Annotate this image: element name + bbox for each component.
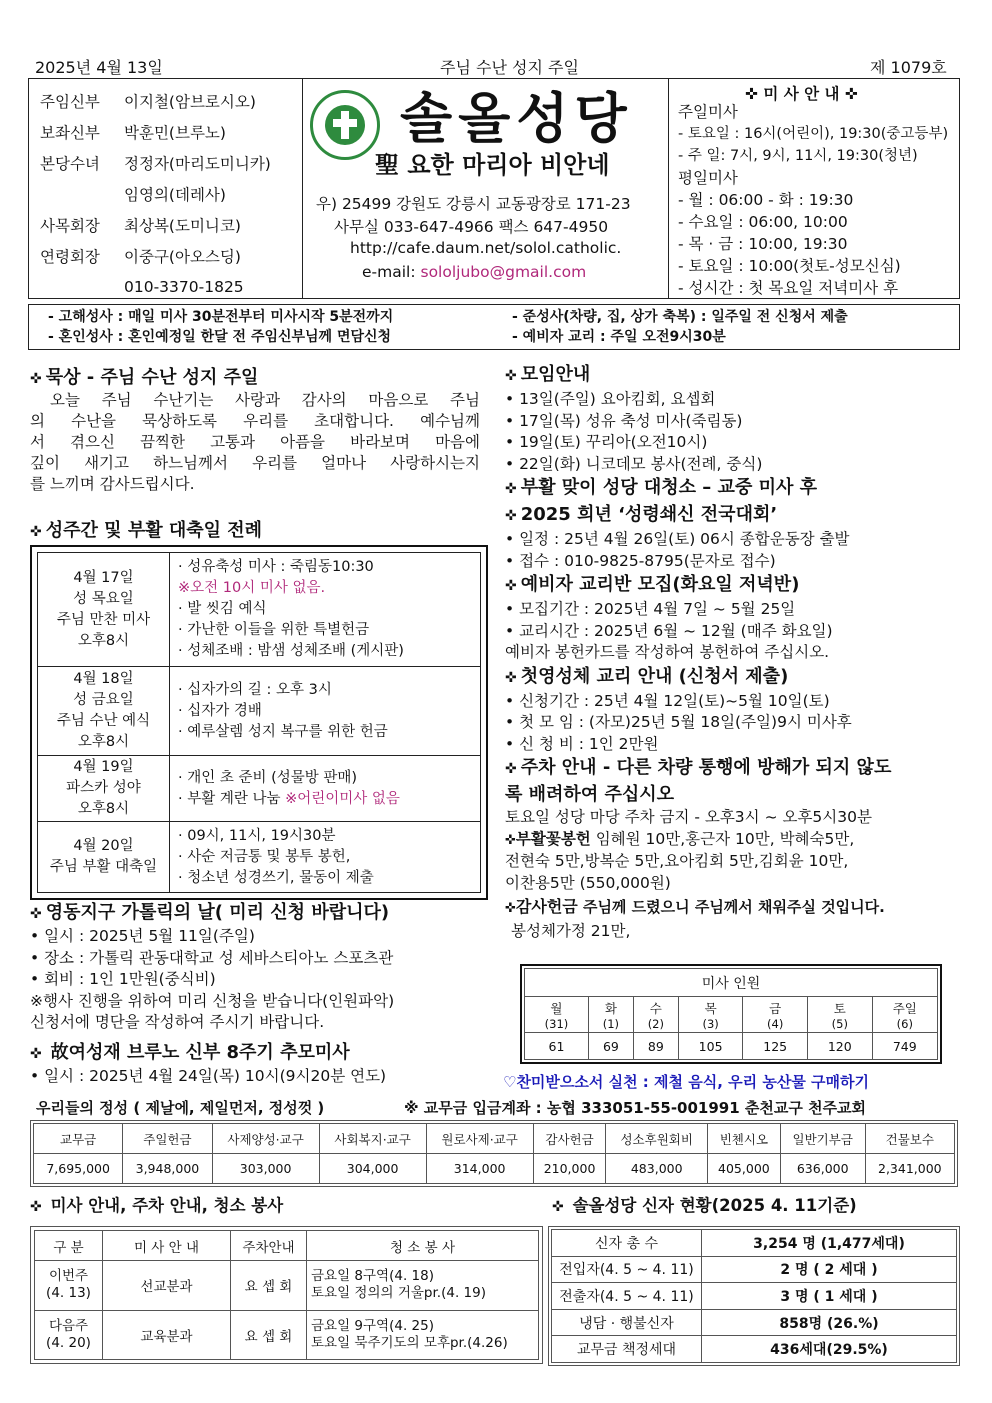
attendance-day: 월 (31) bbox=[525, 997, 589, 1033]
service-parking: 요 셉 회 bbox=[231, 1261, 307, 1311]
offering-header: 교무금 bbox=[34, 1124, 123, 1154]
offering-value: 7,695,000 bbox=[34, 1154, 123, 1184]
meditation-line: 의 수난을 묵상하도록 우리를 초대합니다. 예수님께 bbox=[30, 412, 480, 430]
stats-label: 냉담 · 행불신자 bbox=[552, 1309, 702, 1336]
meeting-item: • 22일(화) 니코데모 봉사(전례, 중식) bbox=[505, 454, 763, 473]
offering-value: 210,000 bbox=[533, 1154, 606, 1184]
staff-role: 본당수녀 bbox=[40, 154, 100, 173]
staff-name: 이중구(아오스딩) bbox=[124, 247, 241, 266]
offering-value: 2,341,000 bbox=[865, 1154, 954, 1184]
mass-schedule: 주일미사 - 토요일 : 16시(어린이), 19:30(중고등부) - 주 일: 7시, 9시, 11시, 19:30(청년) 평일미사 - 월 : 06:00 - 화 : 19:30 - 수요일 : 06:00, 10:00 - 목 · 금 : 10:00, 19:30 - 토요일 : 10:00(첫토-성모신심) - 성시간 : 첫 목요일 저녁미사 후 bbox=[678, 103, 949, 297]
service-cleaning: 금요일 8구역(4. 18) 토요일 정의의 거울pr.(4. 19) bbox=[307, 1261, 539, 1311]
service-header: 주차안내 bbox=[231, 1231, 307, 1261]
holy-day bbox=[38, 667, 170, 755]
holy-day-line: 4월 20일 bbox=[73, 838, 134, 855]
attendance-day: 수 (2) bbox=[633, 997, 678, 1033]
staff-row bbox=[40, 240, 271, 271]
mass-line: - 토요일 : 16시(어린이), 19:30(중고등부) bbox=[678, 126, 949, 142]
attendance-day: 화 (1) bbox=[588, 997, 633, 1033]
youngdong-title: ✜ 영동지구 가톨릭의 날( 미리 신청 바랍니다) bbox=[30, 902, 390, 923]
staff-row bbox=[40, 147, 271, 178]
holy-day-line: 4월 17일 bbox=[73, 569, 134, 586]
parking-title: ✜ 주차 안내 - 다른 차량 통행에 방해가 되지 않도 bbox=[505, 757, 892, 778]
attendance-value: 105 bbox=[678, 1033, 743, 1060]
notice-catechumen: - 예비자 교리 : 주일 오전9시30분 bbox=[512, 329, 726, 345]
stats-title: ✜ 솔올성당 신자 현황(2025 4. 11기준) bbox=[552, 1196, 857, 1215]
holy-day-line: 파스카 성야 bbox=[66, 780, 141, 796]
service-header-row bbox=[35, 1231, 539, 1261]
parish-cafe-link[interactable]: http://cafe.daum.net/solol.catholic. bbox=[350, 239, 622, 257]
holy-week-row bbox=[38, 822, 481, 893]
holy-item: · 십자가의 길 : 오후 3시 bbox=[178, 681, 332, 698]
meeting-item: • 13일(주일) 요아킴회, 요셉회 bbox=[505, 390, 716, 408]
memorial-title: ✜ 故여성재 브루노 신부 8주기 추모미사 bbox=[30, 1042, 350, 1063]
stats-row bbox=[552, 1336, 957, 1363]
holy-day-line: 주님 부활 대축일 bbox=[49, 859, 158, 876]
offering-value: 3,948,000 bbox=[123, 1154, 212, 1184]
stats-value: 3 명 ( 1 세대 ) bbox=[702, 1283, 957, 1310]
meeting-item: • 19일(토) 꾸리아(오전10시) bbox=[505, 433, 708, 451]
meditation-line: 를 느끼며 감사드립시다. bbox=[30, 475, 195, 493]
holy-item: · 발 씻김 예식 bbox=[178, 601, 267, 618]
stats-value: 2 명 ( 2 세대 ) bbox=[702, 1256, 957, 1283]
holy-week-frame bbox=[30, 545, 488, 900]
service-frame bbox=[30, 1226, 543, 1364]
youngdong-line: 신청서에 명단을 작성하여 주시기 바랍니다. bbox=[30, 1013, 325, 1031]
offering-value: 483,000 bbox=[606, 1154, 708, 1184]
offering-value: 405,000 bbox=[707, 1154, 780, 1184]
staff-row bbox=[40, 178, 271, 209]
catechumen-line: • 모집기간 : 2025년 4월 7일 ~ 5월 25일 bbox=[505, 600, 796, 618]
jubilee-title: ✜ 2025 희년 ‘성령쇄신 전국대회’ bbox=[505, 504, 778, 525]
holy-day-line: 성 금요일 bbox=[73, 692, 134, 709]
holy-items bbox=[170, 755, 481, 822]
catechumen-title: ✜ 예비자 교리반 모집(화요일 저녁반) bbox=[505, 574, 800, 595]
meditation-text bbox=[30, 390, 480, 495]
mass-title: ✜ 미 사 안 내 ✜ bbox=[745, 85, 858, 103]
stats-label: 전출자(4. 5 ~ 4. 11) bbox=[552, 1283, 702, 1310]
stats-row bbox=[552, 1256, 957, 1283]
offering-value: 636,000 bbox=[780, 1154, 865, 1184]
parish-address: 우) 25499 강원도 강릉시 교동광장로 171-23 bbox=[316, 195, 631, 213]
staff-name: 010-3370-1825 bbox=[124, 277, 244, 296]
attendance-day: 주일 (6) bbox=[872, 997, 937, 1033]
staff-row bbox=[40, 85, 271, 116]
email-link[interactable]: sololjubo@gmail.com bbox=[420, 263, 587, 281]
holy-item: · 개인 초 준비 (성물방 판매) bbox=[178, 769, 358, 786]
service-mass: 선교분과 bbox=[103, 1261, 231, 1311]
youngdong-line: • 회비 : 1인 1만원(중식비) bbox=[30, 970, 216, 988]
stats-row bbox=[552, 1283, 957, 1310]
holy-week-row bbox=[38, 553, 481, 667]
staff-role: 보좌신부 bbox=[40, 123, 100, 142]
parish-name: 솔올성당 bbox=[400, 87, 633, 150]
cleaning-title: ✜ 부활 맞이 성당 대청소 – 교중 미사 후 bbox=[505, 477, 818, 498]
weekday-line: - 월 : 06:00 - 화 : 19:30 bbox=[678, 191, 854, 209]
page-title: 주님 수난 성지 주일 bbox=[440, 58, 579, 77]
offering-header: 원로사제·교구 bbox=[426, 1124, 533, 1154]
service-header: 청 소 봉 사 bbox=[307, 1231, 539, 1261]
attendance-value: 749 bbox=[872, 1033, 937, 1060]
weekday-line: - 목 · 금 : 10:00, 19:30 bbox=[678, 235, 848, 253]
service-mass: 교육분과 bbox=[103, 1310, 231, 1360]
meditation-line: 깊이 새기고 하느님께서 우리를 얼마나 사랑하시는지 bbox=[30, 454, 480, 472]
staff-role bbox=[40, 271, 118, 302]
offering-value: 303,000 bbox=[212, 1154, 319, 1184]
holy-item: · 부활 계란 나눔 bbox=[178, 790, 286, 807]
offering-title: 우리들의 정성 ( 제날에, 제일먼저, 정성껏 ) bbox=[36, 1099, 325, 1117]
holy-week-row bbox=[38, 755, 481, 822]
holy-day-line: 주님 만찬 미사 bbox=[56, 611, 151, 628]
attendance-day: 목 (3) bbox=[678, 997, 743, 1033]
service-row bbox=[35, 1310, 539, 1360]
stats-value: 436세대(29.5%) bbox=[702, 1336, 957, 1363]
attendance-value: 89 bbox=[633, 1033, 678, 1060]
staff-name: 정정자(마리도미니카) bbox=[124, 154, 271, 173]
weekday-line: - 토요일 : 10:00(첫토-성모신심) bbox=[678, 257, 901, 275]
staff-row bbox=[40, 209, 271, 240]
catechumen-line: 예비자 봉헌카드를 작성하여 봉헌하여 주십시오. bbox=[505, 643, 830, 661]
holy-item: · 십자가 경배 bbox=[178, 702, 262, 719]
offering-frame bbox=[30, 1120, 958, 1187]
holy-week-row bbox=[38, 667, 481, 755]
attendance-value: 125 bbox=[743, 1033, 808, 1060]
weekday-line: - 성시간 : 첫 목요일 저녁미사 후 bbox=[678, 279, 899, 297]
holy-item: · 청소년 성경쓰기, 물동이 제출 bbox=[178, 869, 374, 886]
meditation-line: 오늘 주님 수난기는 사랑과 감사의 마음으로 주님 bbox=[50, 391, 480, 409]
holy-day-line: 4월 19일 bbox=[73, 759, 134, 775]
service-header: 미 사 안 내 bbox=[103, 1231, 231, 1261]
staff-name: 최상복(도미니코) bbox=[124, 216, 241, 235]
offering-table bbox=[33, 1123, 955, 1184]
service-header: 구 분 bbox=[35, 1231, 103, 1261]
catechumen-line: • 교리시간 : 2025년 6월 ~ 12월 (매주 화요일) bbox=[505, 621, 833, 640]
staff-role: 연령회장 bbox=[40, 247, 100, 266]
creation-care: ♡찬미받으소서 실천 : 제철 음식, 우리 농산물 구매하기 bbox=[503, 1073, 869, 1091]
account-info: ※ 교무금 입금계좌 : 농협 333051-55-001991 춘천교구 천주교회 bbox=[404, 1099, 867, 1117]
attendance-frame bbox=[520, 964, 942, 1064]
stats-value: 3,254 명 (1,477세대) bbox=[702, 1230, 957, 1257]
stats-frame bbox=[548, 1226, 960, 1366]
holy-item: · 사순 저금통 및 봉투 봉헌, bbox=[178, 848, 351, 865]
attendance-value: 61 bbox=[525, 1033, 589, 1060]
communion-details bbox=[505, 691, 955, 756]
youngdong-line: ※행사 진행을 위하여 미리 신청을 받습니다(인원파악) bbox=[30, 991, 395, 1010]
mass-line: - 주 일: 7시, 9시, 11시, 19:30(청년) bbox=[678, 148, 918, 164]
holy-items bbox=[170, 667, 481, 755]
stats-value: 858명 (26.%) bbox=[702, 1309, 957, 1336]
offering-header: 성소후원회비 bbox=[606, 1124, 708, 1154]
staff-row bbox=[40, 116, 271, 147]
holy-item: · 가난한 이들을 위한 특별헌금 bbox=[178, 622, 370, 639]
service-week: 다음주 (4. 20) bbox=[35, 1310, 103, 1360]
offering-value: 314,000 bbox=[426, 1154, 533, 1184]
attendance-day: 금 (4) bbox=[743, 997, 808, 1033]
communion-line: • 첫 모 임 : (자모)25년 5월 18일(주일)9시 미사후 bbox=[505, 713, 852, 731]
offering-header: 주일헌금 bbox=[123, 1124, 212, 1154]
parking-line2: 록 배려하여 주십시오 bbox=[505, 784, 675, 805]
issue-number: 제 1079호 bbox=[870, 58, 947, 77]
holy-day-line: 성 목요일 bbox=[73, 590, 134, 607]
parish-subtitle: 聖 요한 마리아 비안네 bbox=[375, 151, 610, 179]
offering-header: 건물보수 bbox=[865, 1124, 954, 1154]
service-table bbox=[34, 1230, 539, 1360]
holy-item-note: ※어린이미사 없음 bbox=[285, 790, 400, 807]
service-parking: 요 셉 회 bbox=[231, 1310, 307, 1360]
service-title: ✜ 미사 안내, 주차 안내, 청소 봉사 bbox=[30, 1196, 284, 1215]
offering-header: 사회복지·교구 bbox=[319, 1124, 426, 1154]
parish-logo bbox=[310, 90, 380, 160]
holy-day-line: 주님 수난 예식 bbox=[56, 713, 151, 730]
offering-header: 빈첸시오 bbox=[707, 1124, 780, 1154]
holy-day bbox=[38, 822, 170, 893]
staff-role: 사목회장 bbox=[40, 216, 100, 235]
meetings-list bbox=[505, 389, 955, 475]
communion-line: • 신청기간 : 25년 4월 12일(토)~5월 10일(토) bbox=[505, 691, 830, 710]
holy-item: · 성유축성 미사 : 죽림동10:30 bbox=[178, 559, 374, 576]
holy-day-line: 오후8시 bbox=[77, 801, 130, 817]
stats-row bbox=[552, 1309, 957, 1336]
offering-header: 사제양성·교구 bbox=[212, 1124, 319, 1154]
catechumen-details bbox=[505, 599, 955, 664]
parish-phone: 사무실 033-647-4966 팩스 647-4950 bbox=[334, 218, 609, 236]
holy-day-line: 4월 18일 bbox=[73, 671, 134, 688]
staff-name: 이지철(암브로시오) bbox=[124, 92, 256, 111]
communion-title: ✜ 첫영성체 교리 안내 (신청서 제출) bbox=[505, 665, 789, 687]
staff-name: 박훈민(브루노) bbox=[124, 123, 226, 142]
stats-label: 교무금 책정세대 bbox=[552, 1336, 702, 1363]
jubilee-line: • 접수 : 010-9825-8795(문자로 접수) bbox=[505, 551, 776, 570]
staff-row bbox=[40, 271, 271, 302]
offering-value: 304,000 bbox=[319, 1154, 426, 1184]
meditation-line: 서 겪으신 끔찍한 고통과 아픔을 바라보며 마음에 bbox=[30, 433, 480, 451]
communion-line: • 신 청 비 : 1인 2만원 bbox=[505, 734, 659, 753]
offering-header: 감사헌금 bbox=[533, 1124, 606, 1154]
service-cleaning: 금요일 9구역(4. 25) 토요일 묵주기도의 모후pr.(4.26) bbox=[307, 1310, 539, 1360]
attendance-value: 120 bbox=[808, 1033, 873, 1060]
jubilee-details bbox=[505, 529, 955, 572]
holy-day bbox=[38, 755, 170, 822]
meetings-title: ✜ 모임안내 bbox=[505, 364, 591, 385]
holy-items bbox=[170, 822, 481, 893]
service-week: 이번주 (4. 13) bbox=[35, 1261, 103, 1311]
meditation-title: ✜ 묵상 - 주님 수난 성지 주일 bbox=[30, 367, 259, 388]
easter-flowers: ✜부활꽃봉헌 임혜원 10만,홍근자 10만, 박혜숙5만, bbox=[505, 829, 855, 848]
stats-table bbox=[551, 1229, 957, 1363]
offering-header: 일반기부금 bbox=[780, 1124, 865, 1154]
stats-label: 신자 총 수 bbox=[552, 1230, 702, 1257]
holy-item: · 예루살렘 성지 복구를 위한 헌금 bbox=[178, 723, 388, 740]
notice-confession: - 고해성사 : 매일 미사 30분전부터 미사시작 5분전까지 bbox=[48, 309, 394, 325]
stats-row bbox=[552, 1230, 957, 1257]
stats-label: 전입자(4. 5 ~ 4. 11) bbox=[552, 1256, 702, 1283]
attendance-table: 미사 인원 월 (31) 화 (1) 수 (2) 목 (3) 금 (4) 토 (5) 주일 (6) 61 69 89 105 125 120 749 bbox=[524, 968, 938, 1060]
service-row bbox=[35, 1261, 539, 1311]
holy-day-line: 오후8시 bbox=[77, 734, 130, 751]
parking-rule: 토요일 성당 마당 주차 금지 - 오후3시 ~ 오후5시30분 bbox=[505, 808, 872, 826]
youngdong-line: • 일시 : 2025년 5월 11일(주일) bbox=[30, 927, 255, 945]
holy-items bbox=[170, 553, 481, 667]
holy-week-table bbox=[37, 552, 481, 893]
holy-item: · 09시, 11시, 19시30분 bbox=[178, 827, 336, 844]
holy-day-line: 오후8시 bbox=[77, 632, 130, 649]
staff-list bbox=[40, 85, 271, 302]
notice-marriage: - 혼인성사 : 혼인예정일 한달 전 주임신부님께 면담신청 bbox=[48, 329, 392, 345]
holy-week-title: ✜ 성주간 및 부활 대축일 전례 bbox=[30, 520, 263, 541]
staff-role: 주임신부 bbox=[40, 92, 100, 111]
thanks-title: ✜감사헌금 주님께 드렸으니 주님께서 채워주실 것입니다. bbox=[505, 897, 885, 916]
attendance-day: 토 (5) bbox=[808, 997, 873, 1033]
right-column: ✜ 모임안내 • 13일(주일) 요아킴회, 요셉회 • 17일(목) 성유 축성 미사(죽림동) • 19일(토) 꾸리아(오전10시) • 22일(화) 니코데모 봉사(전례, 중식) ✜ 부활 맞이 성당 대청소 – 교중 미사 후 ✜ 2025 희년 ‘성령쇄신 전국대회’ • 일정 : 25년 4월 26일(토) 06시 종합운동장 출발 • 접수 : 010-9825-8795(문자로 접수) ✜ 예비자 교리반 모집(화요일 저녁반) • 모집기간 : 2025년 4월 7일 ~ 5월 25일 • 교리시간 : 2025년 6월 ~ 12월 (매주 화요일) 예비자 봉헌카드를 작성하여 봉헌하여 주십시오. ✜ 첫영성체 교리 안내 (신청서 제출) • 신청기간 : 25년 4월 12일(토)~5월 10일(토) • 첫 모 임 : (자모)25년 5월 18일(주일)9시 미사후 • 신 청 비 : 1인 2만원 ✜ 주차 안내 - 다른 차량 통행에 방해가 되지 않도 록 배려하여 주십시오 토요일 성당 마당 주차 금지 - 오후3시 ~ 오후5시30분 ✜부활꽃봉헌 임혜원 10만,홍근자 10만, 박혜숙5만, 전현숙 5만,방복순 5만,요아킴회 5만,김회윤 10만, 이찬용5만 (550,000원) ✜감사헌금 주님께 드렸으니 주님께서 채워주실 것입니다. 봉성체가정 21만, bbox=[505, 362, 955, 943]
attendance-value: 69 bbox=[588, 1033, 633, 1060]
thanks-line: 봉성체가정 21만, bbox=[511, 922, 631, 940]
weekday-line: - 수요일 : 06:00, 10:00 bbox=[678, 213, 848, 231]
youngdong-details bbox=[30, 926, 394, 1034]
issue-date: 2025년 4월 13일 bbox=[35, 58, 163, 77]
memorial-date: • 일시 : 2025년 4월 24일(목) 10시(9시20분 연도) bbox=[30, 1067, 387, 1085]
holy-item: ※오전 10시 미사 없음. bbox=[178, 580, 326, 597]
holy-item: · 성체조배 : 밤샘 성체조배 (게시판) bbox=[178, 643, 404, 660]
notice-blessing: - 준성사(차량, 집, 상가 축복) : 일주일 전 신청서 제출 bbox=[512, 309, 848, 325]
meeting-item: • 17일(목) 성유 축성 미사(죽림동) bbox=[505, 411, 743, 430]
staff-role bbox=[40, 178, 118, 209]
youngdong-line: • 장소 : 가톨릭 관동대학교 성 세바스티아노 스포츠관 bbox=[30, 948, 394, 967]
staff-name: 임영의(데레사) bbox=[124, 185, 226, 204]
parish-email: e-mail: sololjubo@gmail.com bbox=[362, 263, 587, 281]
jubilee-line: • 일정 : 25년 4월 26일(토) 06시 종합운동장 출발 bbox=[505, 530, 850, 548]
holy-day bbox=[38, 553, 170, 667]
